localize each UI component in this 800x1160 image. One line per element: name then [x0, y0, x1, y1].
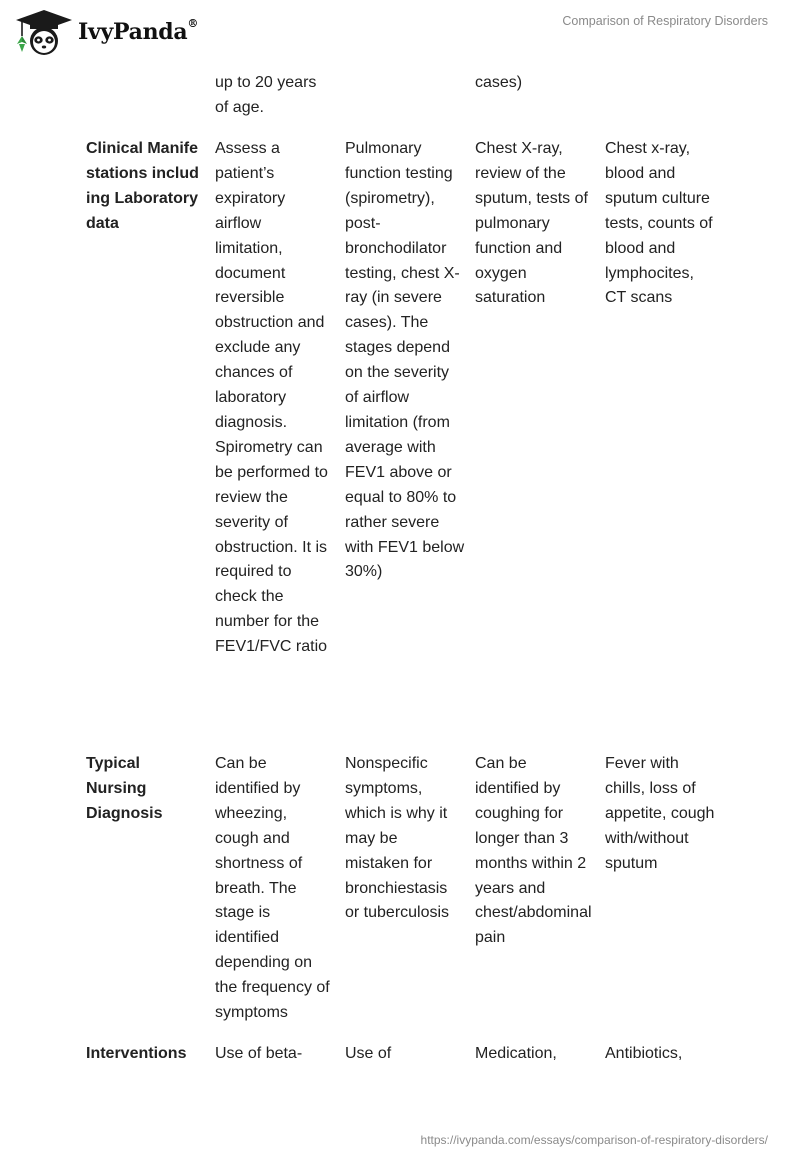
table-cell: Assess a patient’s expiratory airflow limitation, document reversible obstruction and exclude any chances of laboratory diagnosis. Spirometry can be performed to review the severity of obstruction. It is required to check the number for the FEV1/FVC ratio	[215, 140, 328, 656]
row-header: Interventions	[86, 1045, 187, 1062]
panda-graduate-icon	[14, 8, 74, 56]
table-cell: Antibiotics,	[605, 1045, 683, 1062]
row-header: Clinical Manifestations including Laboratory data	[86, 140, 199, 232]
brand-logo[interactable]	[14, 8, 198, 56]
table-cell: up to 20 years of age.	[215, 74, 317, 116]
table-cell: Pulmonary function testing (spirometry), post-bronchodilator testing, chest X-ray (in severe cases). The stages depend on the severity of airflow limitation (from average with FEV1 above or equal to 80% to rather severe with FEV1 below 30%)	[345, 140, 465, 581]
document-title: Comparison of Respiratory Disorders	[562, 14, 768, 28]
table-cell: Medication,	[475, 1045, 557, 1062]
table-cell: Can be identified by coughing for longer than 3 months within 2 years and chest/abdominal pain	[475, 755, 592, 947]
table-cell: Fever with chills, loss of appetite, cough with/without sputum	[605, 755, 715, 872]
table-cell: Chest X-ray, review of the sputum, tests of pulmonary function and oxygen saturation	[475, 140, 588, 307]
table-cell: Use of beta-	[215, 1045, 303, 1062]
table-cell: Chest x-ray, blood and sputum culture tests, counts of blood and lymphocites, CT scans	[605, 140, 713, 307]
source-url[interactable]: https://ivypanda.com/essays/comparison-of-respiratory-disorders/	[420, 1133, 768, 1147]
brand-name: IvyPanda®	[78, 17, 199, 45]
table-cell: Can be identified by wheezing, cough and shortness of breath. The stage is identified depending on the frequency of symptoms	[215, 755, 330, 1022]
row-header: Typical Nursing Diagnosis	[86, 755, 163, 822]
table-cell: cases)	[475, 74, 523, 91]
table-cell: Nonspecific symptoms, which is why it may be mistaken for bronchiestasis or tuberculosis	[345, 755, 450, 922]
page-header	[0, 0, 800, 62]
table-cell: Use of	[345, 1045, 392, 1062]
